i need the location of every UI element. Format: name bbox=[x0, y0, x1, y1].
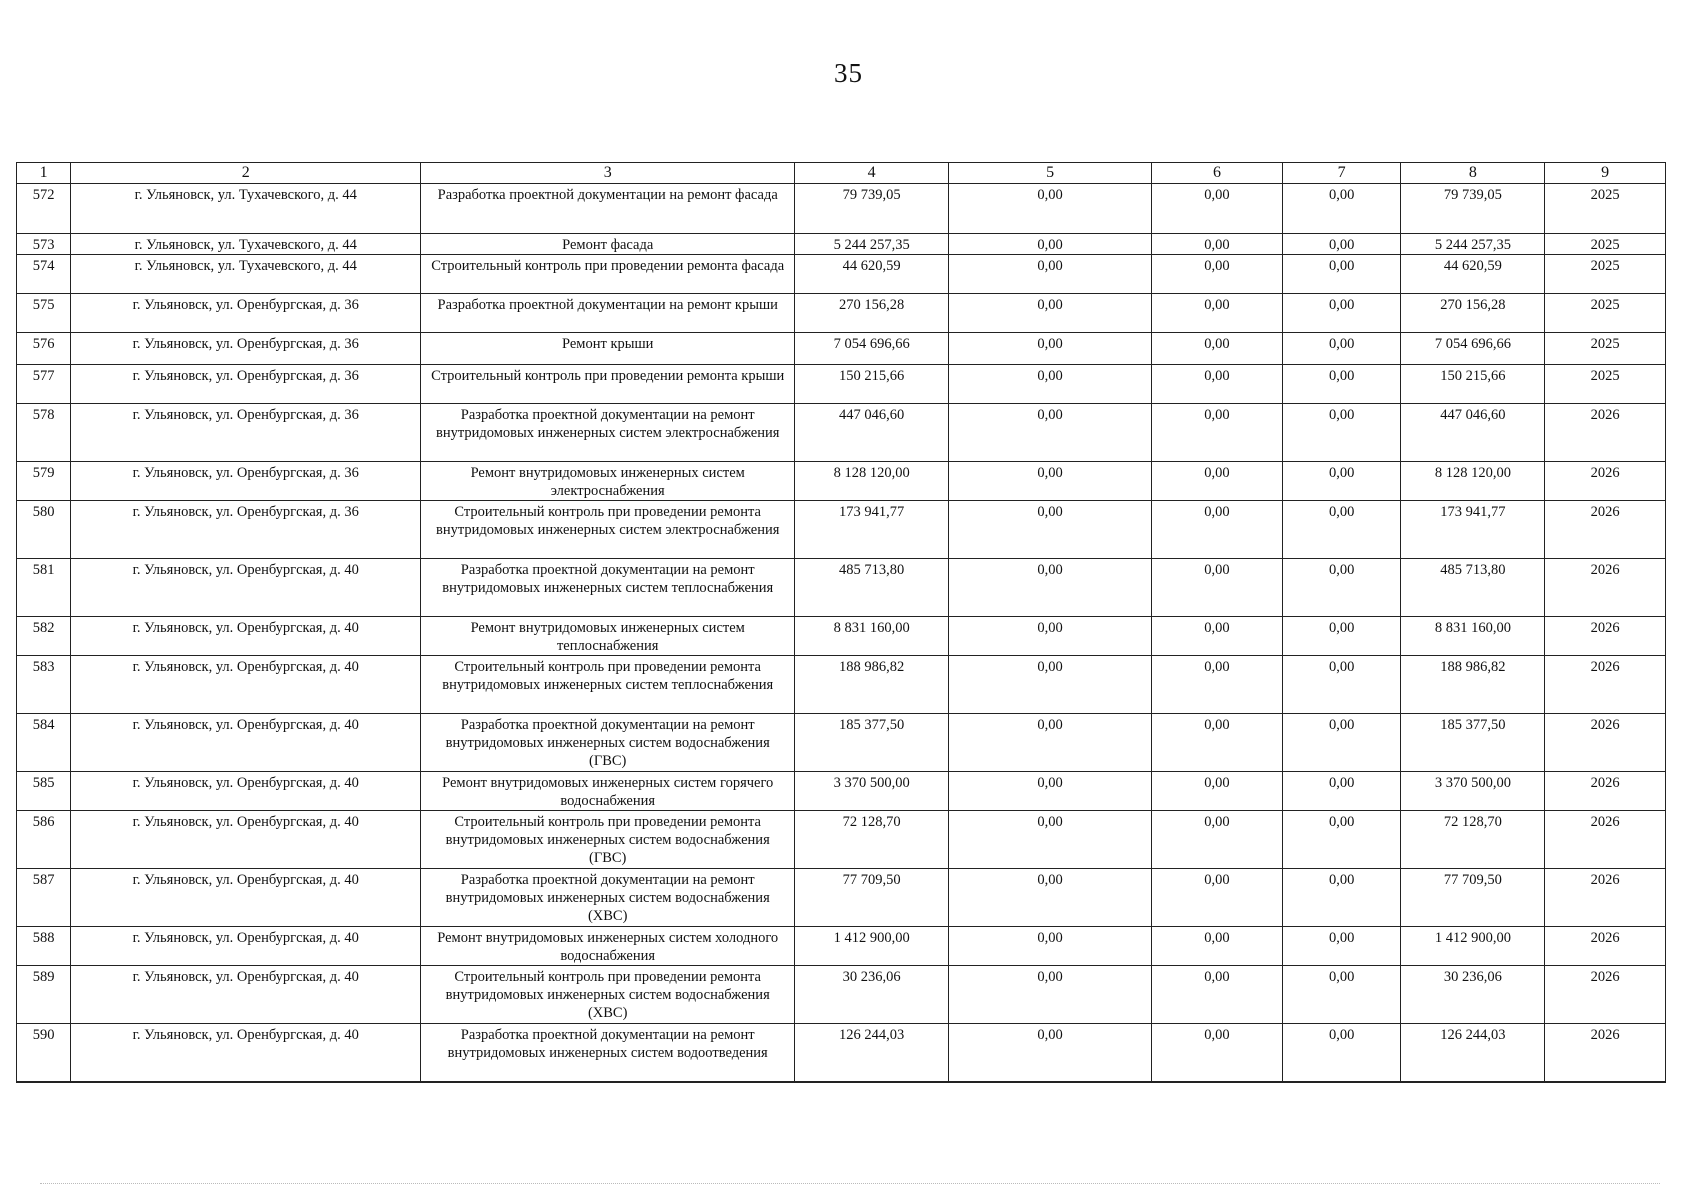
year-cell: 2026 bbox=[1545, 714, 1666, 772]
total-cell: 8 831 160,00 bbox=[1401, 617, 1545, 656]
amount-cell: 30 236,06 bbox=[795, 966, 949, 1024]
year-cell: 2026 bbox=[1545, 966, 1666, 1024]
amount-cell: 188 986,82 bbox=[795, 656, 949, 714]
amount-cell: 0,00 bbox=[1282, 811, 1401, 869]
address-cell: г. Ульяновск, ул. Тухачевского, д. 44 bbox=[71, 184, 421, 234]
amount-cell: 0,00 bbox=[949, 1024, 1152, 1083]
column-header: 2 bbox=[71, 163, 421, 184]
table-row bbox=[17, 404, 1666, 462]
year-cell: 2026 bbox=[1545, 404, 1666, 462]
row-number-cell: 576 bbox=[17, 333, 71, 365]
year-cell: 2026 bbox=[1545, 869, 1666, 927]
row-number-cell: 587 bbox=[17, 869, 71, 927]
year-cell: 2026 bbox=[1545, 656, 1666, 714]
table-row bbox=[17, 501, 1666, 559]
amount-cell: 0,00 bbox=[1282, 501, 1401, 559]
column-header: 4 bbox=[795, 163, 949, 184]
table-row bbox=[17, 966, 1666, 1024]
amount-cell: 0,00 bbox=[949, 714, 1152, 772]
amount-cell: 0,00 bbox=[1152, 772, 1283, 811]
address-cell: г. Ульяновск, ул. Оренбургская, д. 40 bbox=[71, 966, 421, 1024]
address-cell: г. Ульяновск, ул. Оренбургская, д. 36 bbox=[71, 462, 421, 501]
total-cell: 485 713,80 bbox=[1401, 559, 1545, 617]
amount-cell: 0,00 bbox=[1152, 462, 1283, 501]
amount-cell: 0,00 bbox=[1152, 234, 1283, 255]
amount-cell: 0,00 bbox=[949, 234, 1152, 255]
amount-cell: 0,00 bbox=[1152, 501, 1283, 559]
amount-cell: 485 713,80 bbox=[795, 559, 949, 617]
amount-cell: 0,00 bbox=[1152, 617, 1283, 656]
column-header: 1 bbox=[17, 163, 71, 184]
amount-cell: 0,00 bbox=[1282, 966, 1401, 1024]
year-cell: 2026 bbox=[1545, 811, 1666, 869]
address-cell: г. Ульяновск, ул. Оренбургская, д. 36 bbox=[71, 333, 421, 365]
address-cell: г. Ульяновск, ул. Оренбургская, д. 36 bbox=[71, 501, 421, 559]
address-cell: г. Ульяновск, ул. Оренбургская, д. 40 bbox=[71, 559, 421, 617]
work-type-cell: Разработка проектной документации на ремонт фасада bbox=[421, 184, 795, 234]
address-cell: г. Ульяновск, ул. Тухачевского, д. 44 bbox=[71, 255, 421, 294]
work-type-cell: Строительный контроль при проведении ремонта внутридомовых инженерных систем водоснабжения (ГВС) bbox=[421, 811, 795, 869]
work-type-cell: Ремонт фасада bbox=[421, 234, 795, 255]
address-cell: г. Ульяновск, ул. Оренбургская, д. 40 bbox=[71, 714, 421, 772]
row-number-cell: 590 bbox=[17, 1024, 71, 1083]
amount-cell: 0,00 bbox=[1152, 811, 1283, 869]
amount-cell: 150 215,66 bbox=[795, 365, 949, 404]
amount-cell: 8 831 160,00 bbox=[795, 617, 949, 656]
row-number-cell: 575 bbox=[17, 294, 71, 333]
amount-cell: 0,00 bbox=[1282, 234, 1401, 255]
amount-cell: 0,00 bbox=[949, 869, 1152, 927]
amount-cell: 0,00 bbox=[949, 184, 1152, 234]
amount-cell: 0,00 bbox=[1152, 656, 1283, 714]
year-cell: 2025 bbox=[1545, 294, 1666, 333]
column-header: 7 bbox=[1282, 163, 1401, 184]
row-number-cell: 586 bbox=[17, 811, 71, 869]
amount-cell: 72 128,70 bbox=[795, 811, 949, 869]
amount-cell: 0,00 bbox=[1152, 255, 1283, 294]
amount-cell: 44 620,59 bbox=[795, 255, 949, 294]
amount-cell: 5 244 257,35 bbox=[795, 234, 949, 255]
address-cell: г. Ульяновск, ул. Оренбургская, д. 40 bbox=[71, 927, 421, 966]
total-cell: 44 620,59 bbox=[1401, 255, 1545, 294]
table-row bbox=[17, 927, 1666, 966]
total-cell: 447 046,60 bbox=[1401, 404, 1545, 462]
total-cell: 8 128 120,00 bbox=[1401, 462, 1545, 501]
total-cell: 173 941,77 bbox=[1401, 501, 1545, 559]
table-row bbox=[17, 617, 1666, 656]
amount-cell: 0,00 bbox=[949, 501, 1152, 559]
row-number-cell: 577 bbox=[17, 365, 71, 404]
table-row bbox=[17, 365, 1666, 404]
work-type-cell: Строительный контроль при проведении ремонта фасада bbox=[421, 255, 795, 294]
amount-cell: 0,00 bbox=[949, 772, 1152, 811]
total-cell: 5 244 257,35 bbox=[1401, 234, 1545, 255]
amount-cell: 0,00 bbox=[1152, 333, 1283, 365]
address-cell: г. Ульяновск, ул. Оренбургская, д. 36 bbox=[71, 294, 421, 333]
amount-cell: 0,00 bbox=[1282, 772, 1401, 811]
amount-cell: 0,00 bbox=[1282, 294, 1401, 333]
amount-cell: 0,00 bbox=[949, 559, 1152, 617]
table-row bbox=[17, 869, 1666, 927]
year-cell: 2026 bbox=[1545, 927, 1666, 966]
total-cell: 30 236,06 bbox=[1401, 966, 1545, 1024]
row-number-cell: 574 bbox=[17, 255, 71, 294]
row-number-cell: 580 bbox=[17, 501, 71, 559]
column-header: 8 bbox=[1401, 163, 1545, 184]
address-cell: г. Ульяновск, ул. Оренбургская, д. 40 bbox=[71, 656, 421, 714]
row-number-cell: 582 bbox=[17, 617, 71, 656]
amount-cell: 0,00 bbox=[1152, 869, 1283, 927]
year-cell: 2026 bbox=[1545, 772, 1666, 811]
table-row bbox=[17, 559, 1666, 617]
amount-cell: 0,00 bbox=[949, 656, 1152, 714]
table-row bbox=[17, 656, 1666, 714]
row-number-cell: 581 bbox=[17, 559, 71, 617]
amount-cell: 126 244,03 bbox=[795, 1024, 949, 1083]
amount-cell: 0,00 bbox=[1152, 966, 1283, 1024]
amount-cell: 0,00 bbox=[1282, 656, 1401, 714]
amount-cell: 0,00 bbox=[1282, 714, 1401, 772]
address-cell: г. Ульяновск, ул. Оренбургская, д. 36 bbox=[71, 404, 421, 462]
total-cell: 185 377,50 bbox=[1401, 714, 1545, 772]
amount-cell: 77 709,50 bbox=[795, 869, 949, 927]
work-type-cell: Строительный контроль при проведении ремонта внутридомовых инженерных систем электроснабжения bbox=[421, 501, 795, 559]
year-cell: 2025 bbox=[1545, 255, 1666, 294]
work-type-cell: Разработка проектной документации на ремонт внутридомовых инженерных систем водоснабжения (ГВС) bbox=[421, 714, 795, 772]
work-type-cell: Разработка проектной документации на ремонт внутридомовых инженерных систем электроснабжения bbox=[421, 404, 795, 462]
work-type-cell: Строительный контроль при проведении ремонта внутридомовых инженерных систем теплоснабжения bbox=[421, 656, 795, 714]
amount-cell: 0,00 bbox=[1152, 184, 1283, 234]
row-number-cell: 588 bbox=[17, 927, 71, 966]
amount-cell: 0,00 bbox=[1152, 404, 1283, 462]
amount-cell: 0,00 bbox=[1282, 869, 1401, 927]
work-type-cell: Разработка проектной документации на ремонт внутридомовых инженерных систем теплоснабжения bbox=[421, 559, 795, 617]
amount-cell: 0,00 bbox=[1282, 404, 1401, 462]
total-cell: 270 156,28 bbox=[1401, 294, 1545, 333]
row-number-cell: 579 bbox=[17, 462, 71, 501]
amount-cell: 0,00 bbox=[1282, 927, 1401, 966]
amount-cell: 8 128 120,00 bbox=[795, 462, 949, 501]
address-cell: г. Ульяновск, ул. Оренбургская, д. 36 bbox=[71, 365, 421, 404]
row-number-cell: 589 bbox=[17, 966, 71, 1024]
year-cell: 2025 bbox=[1545, 234, 1666, 255]
amount-cell: 0,00 bbox=[1282, 365, 1401, 404]
amount-cell: 0,00 bbox=[949, 927, 1152, 966]
page-number: 35 bbox=[834, 58, 863, 88]
amount-cell: 0,00 bbox=[1282, 255, 1401, 294]
amount-cell: 0,00 bbox=[1282, 1024, 1401, 1083]
amount-cell: 0,00 bbox=[1152, 714, 1283, 772]
year-cell: 2026 bbox=[1545, 462, 1666, 501]
amount-cell: 0,00 bbox=[1282, 333, 1401, 365]
amount-cell: 447 046,60 bbox=[795, 404, 949, 462]
address-cell: г. Ульяновск, ул. Оренбургская, д. 40 bbox=[71, 617, 421, 656]
total-cell: 77 709,50 bbox=[1401, 869, 1545, 927]
work-type-cell: Строительный контроль при проведении ремонта внутридомовых инженерных систем водоснабжения (ХВС) bbox=[421, 966, 795, 1024]
table-row bbox=[17, 234, 1666, 255]
amount-cell: 0,00 bbox=[1152, 559, 1283, 617]
year-cell: 2026 bbox=[1545, 501, 1666, 559]
total-cell: 150 215,66 bbox=[1401, 365, 1545, 404]
work-type-cell: Разработка проектной документации на ремонт крыши bbox=[421, 294, 795, 333]
amount-cell: 0,00 bbox=[1152, 365, 1283, 404]
column-number-row bbox=[17, 163, 1666, 184]
column-header: 6 bbox=[1152, 163, 1283, 184]
work-type-cell: Ремонт внутридомовых инженерных систем холодного водоснабжения bbox=[421, 927, 795, 966]
amount-cell: 0,00 bbox=[1282, 184, 1401, 234]
table-row bbox=[17, 811, 1666, 869]
amount-cell: 0,00 bbox=[949, 462, 1152, 501]
amount-cell: 1 412 900,00 bbox=[795, 927, 949, 966]
amount-cell: 79 739,05 bbox=[795, 184, 949, 234]
year-cell: 2025 bbox=[1545, 184, 1666, 234]
total-cell: 79 739,05 bbox=[1401, 184, 1545, 234]
amount-cell: 0,00 bbox=[949, 255, 1152, 294]
amount-cell: 7 054 696,66 bbox=[795, 333, 949, 365]
table-row bbox=[17, 333, 1666, 365]
repair-schedule-table bbox=[16, 162, 1666, 1083]
address-cell: г. Ульяновск, ул. Оренбургская, д. 40 bbox=[71, 1024, 421, 1083]
amount-cell: 0,00 bbox=[949, 333, 1152, 365]
work-type-cell: Разработка проектной документации на ремонт внутридомовых инженерных систем водоотведения bbox=[421, 1024, 795, 1083]
year-cell: 2026 bbox=[1545, 617, 1666, 656]
work-type-cell: Ремонт внутридомовых инженерных систем электроснабжения bbox=[421, 462, 795, 501]
amount-cell: 270 156,28 bbox=[795, 294, 949, 333]
address-cell: г. Ульяновск, ул. Тухачевского, д. 44 bbox=[71, 234, 421, 255]
total-cell: 72 128,70 bbox=[1401, 811, 1545, 869]
scan-artifact-line bbox=[40, 1183, 1660, 1184]
column-header: 5 bbox=[949, 163, 1152, 184]
work-type-cell: Ремонт внутридомовых инженерных систем теплоснабжения bbox=[421, 617, 795, 656]
total-cell: 7 054 696,66 bbox=[1401, 333, 1545, 365]
total-cell: 126 244,03 bbox=[1401, 1024, 1545, 1083]
address-cell: г. Ульяновск, ул. Оренбургская, д. 40 bbox=[71, 811, 421, 869]
row-number-cell: 572 bbox=[17, 184, 71, 234]
row-number-cell: 584 bbox=[17, 714, 71, 772]
work-type-cell: Ремонт крыши bbox=[421, 333, 795, 365]
table-row bbox=[17, 255, 1666, 294]
table-row bbox=[17, 714, 1666, 772]
amount-cell: 0,00 bbox=[949, 617, 1152, 656]
amount-cell: 173 941,77 bbox=[795, 501, 949, 559]
table-row bbox=[17, 462, 1666, 501]
table-row bbox=[17, 294, 1666, 333]
year-cell: 2026 bbox=[1545, 559, 1666, 617]
address-cell: г. Ульяновск, ул. Оренбургская, д. 40 bbox=[71, 869, 421, 927]
amount-cell: 0,00 bbox=[1152, 927, 1283, 966]
amount-cell: 185 377,50 bbox=[795, 714, 949, 772]
amount-cell: 0,00 bbox=[949, 294, 1152, 333]
amount-cell: 0,00 bbox=[1282, 462, 1401, 501]
amount-cell: 0,00 bbox=[949, 404, 1152, 462]
column-header: 3 bbox=[421, 163, 795, 184]
year-cell: 2025 bbox=[1545, 333, 1666, 365]
total-cell: 1 412 900,00 bbox=[1401, 927, 1545, 966]
row-number-cell: 578 bbox=[17, 404, 71, 462]
row-number-cell: 573 bbox=[17, 234, 71, 255]
amount-cell: 0,00 bbox=[1282, 617, 1401, 656]
row-number-cell: 583 bbox=[17, 656, 71, 714]
total-cell: 3 370 500,00 bbox=[1401, 772, 1545, 811]
amount-cell: 0,00 bbox=[949, 966, 1152, 1024]
row-number-cell: 585 bbox=[17, 772, 71, 811]
total-cell: 188 986,82 bbox=[1401, 656, 1545, 714]
table-row bbox=[17, 772, 1666, 811]
work-type-cell: Строительный контроль при проведении ремонта крыши bbox=[421, 365, 795, 404]
amount-cell: 0,00 bbox=[1152, 1024, 1283, 1083]
amount-cell: 0,00 bbox=[1282, 559, 1401, 617]
column-header: 9 bbox=[1545, 163, 1666, 184]
address-cell: г. Ульяновск, ул. Оренбургская, д. 40 bbox=[71, 772, 421, 811]
work-type-cell: Разработка проектной документации на ремонт внутридомовых инженерных систем водоснабжения (ХВС) bbox=[421, 869, 795, 927]
amount-cell: 3 370 500,00 bbox=[795, 772, 949, 811]
year-cell: 2026 bbox=[1545, 1024, 1666, 1083]
amount-cell: 0,00 bbox=[949, 811, 1152, 869]
year-cell: 2025 bbox=[1545, 365, 1666, 404]
table-row bbox=[17, 1024, 1666, 1083]
amount-cell: 0,00 bbox=[949, 365, 1152, 404]
table-row bbox=[17, 184, 1666, 234]
work-type-cell: Ремонт внутридомовых инженерных систем горячего водоснабжения bbox=[421, 772, 795, 811]
amount-cell: 0,00 bbox=[1152, 294, 1283, 333]
